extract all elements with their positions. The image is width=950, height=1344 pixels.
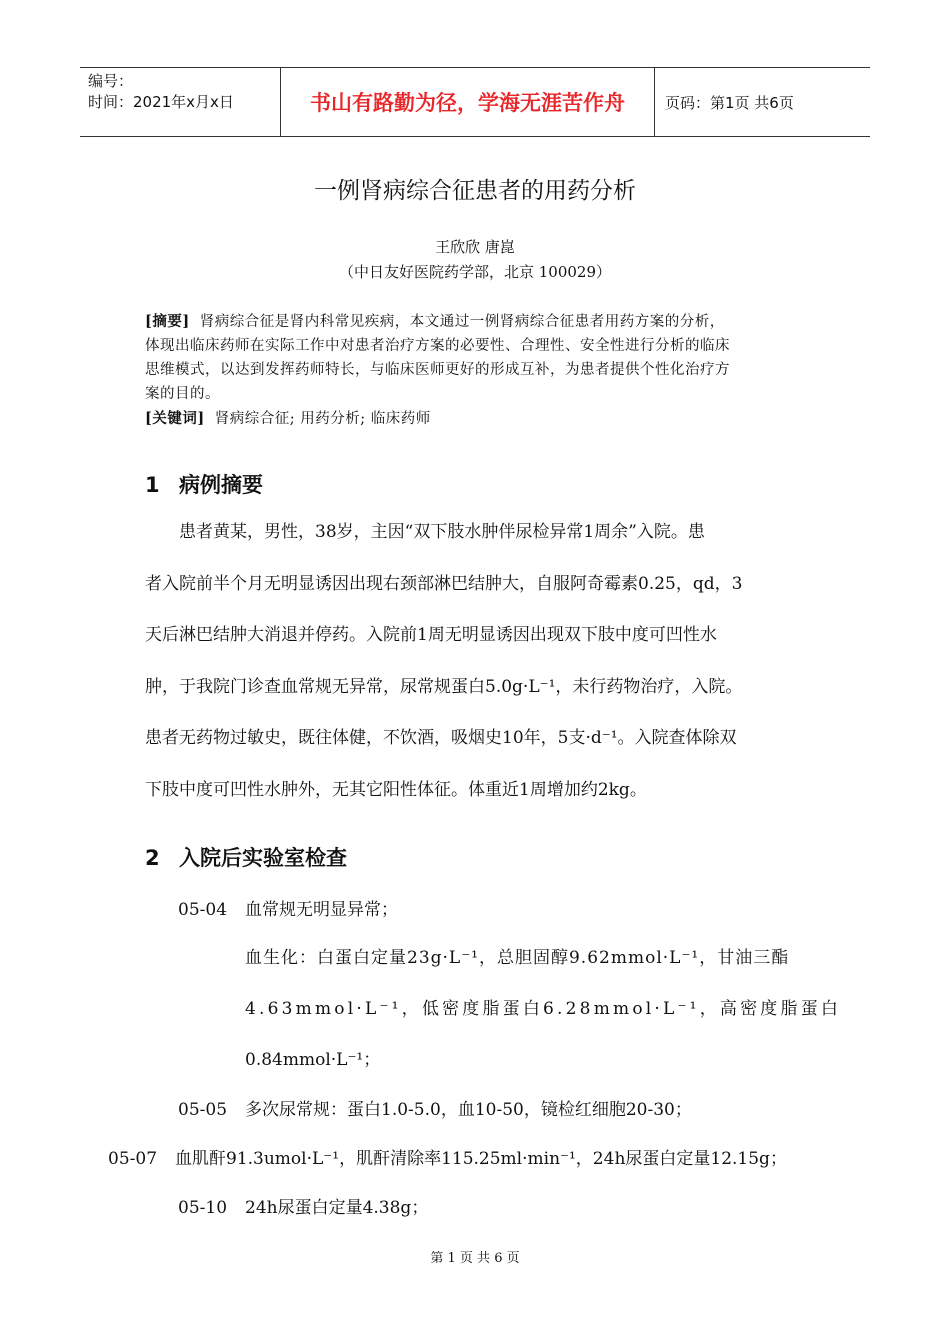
section-title: 病例摘要 [179, 473, 263, 497]
biochem-line: 血生化：白蛋白定量23g·L⁻¹，总胆固醇9.62mmol·L⁻¹，甘油三酯 [245, 948, 790, 968]
keywords-text: 肾病综合征; 用药分析; 临床药师 [214, 411, 431, 427]
abstract-line: 案的目的。 [145, 386, 220, 402]
lab-date: 05-05 [178, 1100, 228, 1120]
header-page-info: 页码：第1页 共6页 [665, 93, 794, 112]
lab-entry [108, 1144, 787, 1169]
abstract-line: 体现出临床药师在实际工作中对患者治疗方案的必要性、合理性、安全性进行分析的临床 [145, 338, 730, 354]
lab-date: 05-04 [178, 900, 228, 920]
lab-entry [178, 1095, 692, 1120]
keywords [145, 407, 810, 431]
biochem-line: 0.84mmol·L⁻¹； [245, 1050, 381, 1070]
paragraph-line: 患者无药物过敏史，既往体健，不饮酒，吸烟史10年，5支·d⁻¹。入院查体除双 [145, 728, 737, 748]
abstract-line: [摘要] 肾病综合征是肾内科常见疾病，本文通过一例肾病综合征患者用药方案的分析， [145, 313, 725, 330]
biochem-line: 4.63mmol·L⁻¹，低密度脂蛋白6.28mmol·L⁻¹，高密度脂蛋白 [245, 999, 842, 1019]
paragraph-line: 者入院前半个月无明显诱因出现右颈部淋巴结肿大，自服阿奇霉素0.25，qd，3 [145, 573, 743, 594]
authors: 王欣欣 唐崑 [435, 238, 515, 256]
section-heading-2 [145, 842, 347, 872]
paragraph-line: 患者黄某，男性，38岁，主因“双下肢水肿伴尿检异常1周余”入院。患 [145, 522, 705, 542]
lab-text: 多次尿常规：蛋白1.0-5.0，血10-50，镜检红细胞20-30； [245, 1100, 692, 1120]
page-header [80, 67, 870, 137]
section-heading-1 [145, 469, 263, 499]
section-number: 2 [145, 846, 160, 870]
lab-entry [178, 1193, 428, 1218]
section-number: 1 [145, 473, 160, 497]
header-meta [80, 68, 281, 136]
paragraph-line: 下肢中度可凹性水肿外，无其它阳性体征。体重近1周增加约2kg。 [145, 779, 647, 800]
page-footer: 第 1 页 共 6 页 [430, 1251, 520, 1266]
lab-text: 24h尿蛋白定量4.38g； [245, 1198, 429, 1218]
lab-date: 05-10 [178, 1198, 228, 1218]
section-title: 入院后实验室检查 [179, 846, 347, 870]
paragraph-line: 肿，于我院门诊查血常规无异常，尿常规蛋白5.0g·L⁻¹，未行药物治疗，入院。 [145, 676, 743, 697]
header-motto: 书山有路勤为径，学海无涯苦作舟 [281, 68, 655, 136]
lab-text: 血常规无明显异常； [245, 900, 398, 920]
abstract-line: 思维模式，以达到发挥药师特长，与临床医师更好的形成互补，为患者提供个性化治疗方 [145, 362, 730, 378]
lab-entry [178, 895, 398, 920]
keywords-label: [关键词] [145, 410, 205, 427]
affiliation: （中日友好医院药学部，北京 100029） [338, 263, 612, 281]
paragraph-line: 天后淋巴结肿大消退并停药。入院前1周无明显诱因出现双下肢中度可凹性水 [145, 625, 717, 645]
case-summary-paragraph [145, 507, 806, 816]
code-label: 编号： [88, 72, 134, 90]
lab-date: 05-07 [108, 1149, 158, 1169]
time-label: 时间：2021年x月x日 [88, 93, 234, 111]
lab-text: 血肌酐91.3umol·L⁻¹，肌酐清除率115.25ml·min⁻¹，24h尿蛋白定量12.15g； [175, 1149, 787, 1169]
abstract-label: [摘要] [145, 313, 190, 330]
abstract [145, 310, 810, 406]
document-title: 一例肾病综合征患者的用药分析 [314, 178, 636, 204]
